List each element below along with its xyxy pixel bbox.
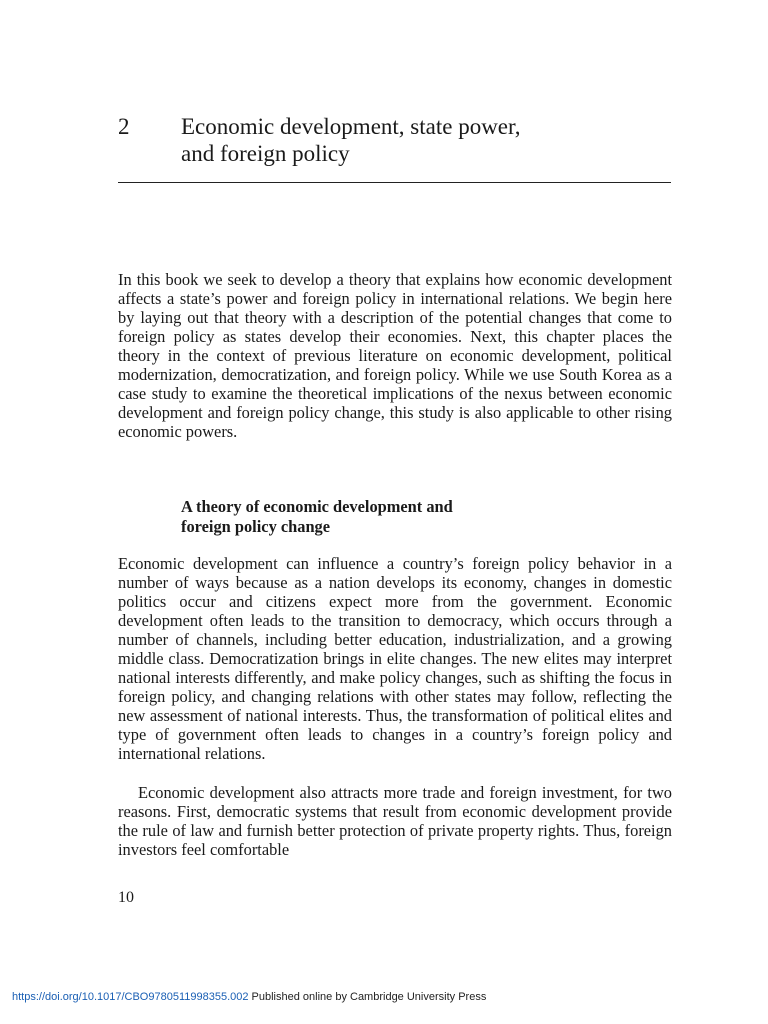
chapter-title-line: and foreign policy — [181, 141, 350, 166]
page-number: 10 — [118, 889, 134, 906]
section-heading-line: A theory of economic development and — [181, 497, 453, 516]
body-paragraph: Economic development also attracts more trade and foreign investment, for two reasons. First, democratic systems that result from economic development provide the rule of law and furnish better protection of private property rights. Thus, foreign investors feel comfortable — [118, 783, 672, 860]
section-heading — [181, 497, 641, 536]
body-paragraph: Economic development can influence a country’s foreign policy behavior in a number of ways because as a nation develops its economy, changes in domestic politics occur and citizens expect more from the government. Economic development often leads to the transition to democracy, which occurs through a number of channels, including better education, industrialization, and a growing middle class. Democratization brings in elite changes. The new elites may interpret national interests differently, and make policy changes, such as shifting the focus in foreign policy, and changing relations with other states may follow, reflecting the new assessment of national interests. Thus, the transformation of political elites and type of government often leads to changes in a country’s foreign policy and international relations. — [118, 554, 672, 764]
section-heading-line: foreign policy change — [181, 516, 331, 536]
chapter-title-line: Economic development, state power, — [181, 114, 521, 139]
doi-link[interactable]: https://doi.org/10.1017/CBO9780511998355.002 — [12, 991, 249, 1003]
chapter-number: 2 — [118, 114, 130, 139]
chapter-title-rule — [118, 182, 671, 183]
footer-citation — [12, 991, 486, 1004]
intro-paragraph: In this book we seek to develop a theory that explains how economic development affects a state’s power and foreign policy in international relations. We begin here by laying out that theory with a description of the potential changes that come to foreign policy as states develop their economies. Next, this chapter places the theory in the context of previous literature on economic development, political modernization, democratization, and foreign policy. While we use South Korea as a case study to examine the theoretical implications of the nexus between economic development and foreign policy change, this study is also applicable to other rising economic powers. — [118, 270, 672, 442]
publisher-note: Published online by Cambridge University Press — [248, 991, 487, 1003]
chapter-title — [181, 113, 661, 167]
